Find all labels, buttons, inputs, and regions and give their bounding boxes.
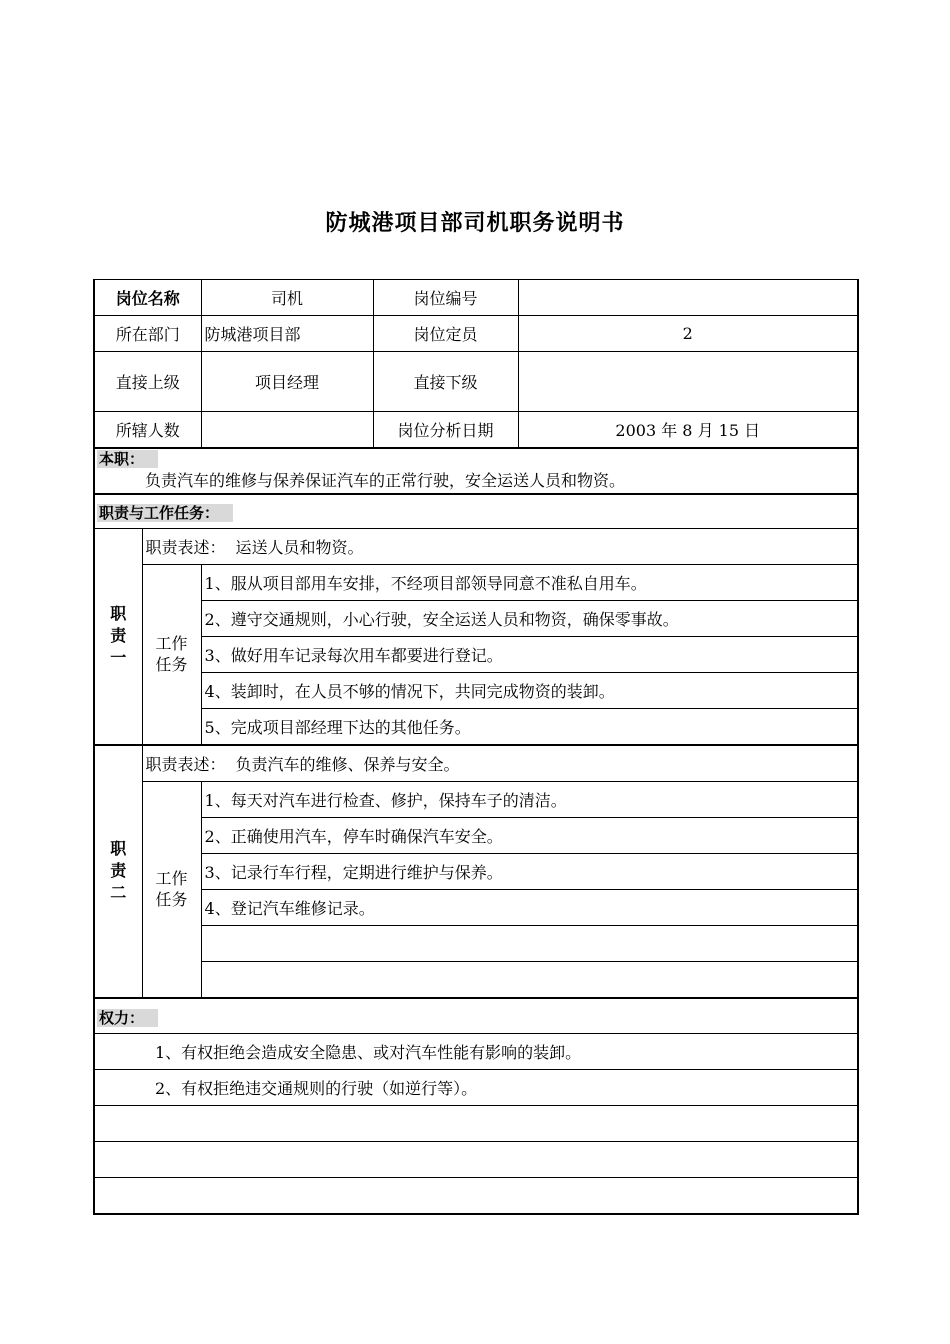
resp2-task-row bbox=[94, 890, 858, 926]
info-row-3 bbox=[94, 352, 858, 412]
authority-row bbox=[94, 1106, 858, 1142]
resp1-task-row bbox=[94, 565, 858, 601]
authority-row bbox=[94, 1034, 858, 1070]
resp2-task-row bbox=[94, 818, 858, 854]
resp2-task-row bbox=[94, 782, 858, 818]
resp2-task-4: 4、登记汽车维修记录。 bbox=[201, 890, 858, 926]
page-title: 防城港项目部司机职务说明书 bbox=[325, 211, 625, 236]
resp2-label: 职 责 二 bbox=[94, 745, 142, 998]
authority-header-row bbox=[94, 998, 858, 1034]
authority-item-4 bbox=[94, 1142, 858, 1178]
authority-row bbox=[94, 1142, 858, 1178]
authority-item-2: 2、有权拒绝违交通规则的行驶（如逆行等）。 bbox=[94, 1070, 858, 1106]
resp1-desc: 职责表述： 运送人员和物资。 bbox=[142, 529, 858, 565]
authority-label: 权力： bbox=[97, 1009, 158, 1027]
resp2-task-row bbox=[94, 962, 858, 998]
post-name-value: 司机 bbox=[201, 280, 373, 316]
responsibilities-header-row bbox=[94, 494, 858, 529]
resp2-task-6 bbox=[201, 962, 858, 998]
resp1-task-row bbox=[94, 601, 858, 637]
resp1-task-3: 3、做好用车记录每次用车都要进行登记。 bbox=[201, 637, 858, 673]
resp1-task-5: 5、完成项目部经理下达的其他任务。 bbox=[201, 709, 858, 745]
resp1-label: 职 责 一 bbox=[94, 529, 142, 745]
resp2-task-2: 2、正确使用汽车，停车时确保汽车安全。 bbox=[201, 818, 858, 854]
authority-item-1: 1、有权拒绝会造成安全隐患、或对汽车性能有影响的装卸。 bbox=[94, 1034, 858, 1070]
resp2-task-label: 工作 任务 bbox=[142, 782, 201, 998]
post-name-label: 岗位名称 bbox=[94, 280, 201, 316]
job-description-table bbox=[93, 279, 859, 1215]
info-row-4 bbox=[94, 412, 858, 448]
duty-label: 本职： bbox=[97, 450, 158, 468]
dept-value: 防城港项目部 bbox=[201, 316, 373, 352]
headcount-label: 所辖人数 bbox=[94, 412, 201, 448]
resp2-task-1: 1、每天对汽车进行检查、修护，保持车子的清洁。 bbox=[201, 782, 858, 818]
subordinate-label: 直接下级 bbox=[373, 352, 518, 412]
quota-label: 岗位定员 bbox=[373, 316, 518, 352]
resp1-task-row bbox=[94, 709, 858, 745]
authority-row bbox=[94, 1070, 858, 1106]
resp1-task-label: 工作 任务 bbox=[142, 565, 201, 745]
analysis-date-value: 2003 年 8 月 15 日 bbox=[518, 412, 858, 448]
resp2-task-row bbox=[94, 926, 858, 962]
resp2-task-5 bbox=[201, 926, 858, 962]
resp2-desc: 职责表述： 负责汽车的维修、保养与安全。 bbox=[142, 745, 858, 782]
responsibilities-label: 职责与工作任务： bbox=[97, 504, 233, 522]
post-code-value bbox=[518, 280, 858, 316]
resp2-task-row bbox=[94, 854, 858, 890]
resp1-desc-row bbox=[94, 529, 858, 565]
authority-item-3 bbox=[94, 1106, 858, 1142]
resp1-task-2: 2、遵守交通规则，小心行驶，安全运送人员和物资，确保零事故。 bbox=[201, 601, 858, 637]
authority-row bbox=[94, 1178, 858, 1214]
superior-label: 直接上级 bbox=[94, 352, 201, 412]
resp1-task-4: 4、装卸时，在人员不够的情况下，共同完成物资的装卸。 bbox=[201, 673, 858, 709]
analysis-date-label: 岗位分析日期 bbox=[373, 412, 518, 448]
post-code-label: 岗位编号 bbox=[373, 280, 518, 316]
resp1-task-1: 1、服从项目部用车安排，不经项目部领导同意不准私自用车。 bbox=[201, 565, 858, 601]
duty-text: 负责汽车的维修与保养保证汽车的正常行驶，安全运送人员和物资。 bbox=[145, 470, 626, 490]
subordinate-value bbox=[518, 352, 858, 412]
resp1-task-row bbox=[94, 637, 858, 673]
resp1-task-row bbox=[94, 673, 858, 709]
info-row-1 bbox=[94, 280, 858, 316]
resp2-task-3: 3、记录行车行程，定期进行维护与保养。 bbox=[201, 854, 858, 890]
quota-value: 2 bbox=[518, 316, 858, 352]
duty-row bbox=[94, 448, 858, 494]
superior-value: 项目经理 bbox=[201, 352, 373, 412]
authority-item-5 bbox=[94, 1178, 858, 1214]
headcount-value bbox=[201, 412, 373, 448]
dept-label: 所在部门 bbox=[94, 316, 201, 352]
resp2-desc-row bbox=[94, 745, 858, 782]
info-row-2 bbox=[94, 316, 858, 352]
